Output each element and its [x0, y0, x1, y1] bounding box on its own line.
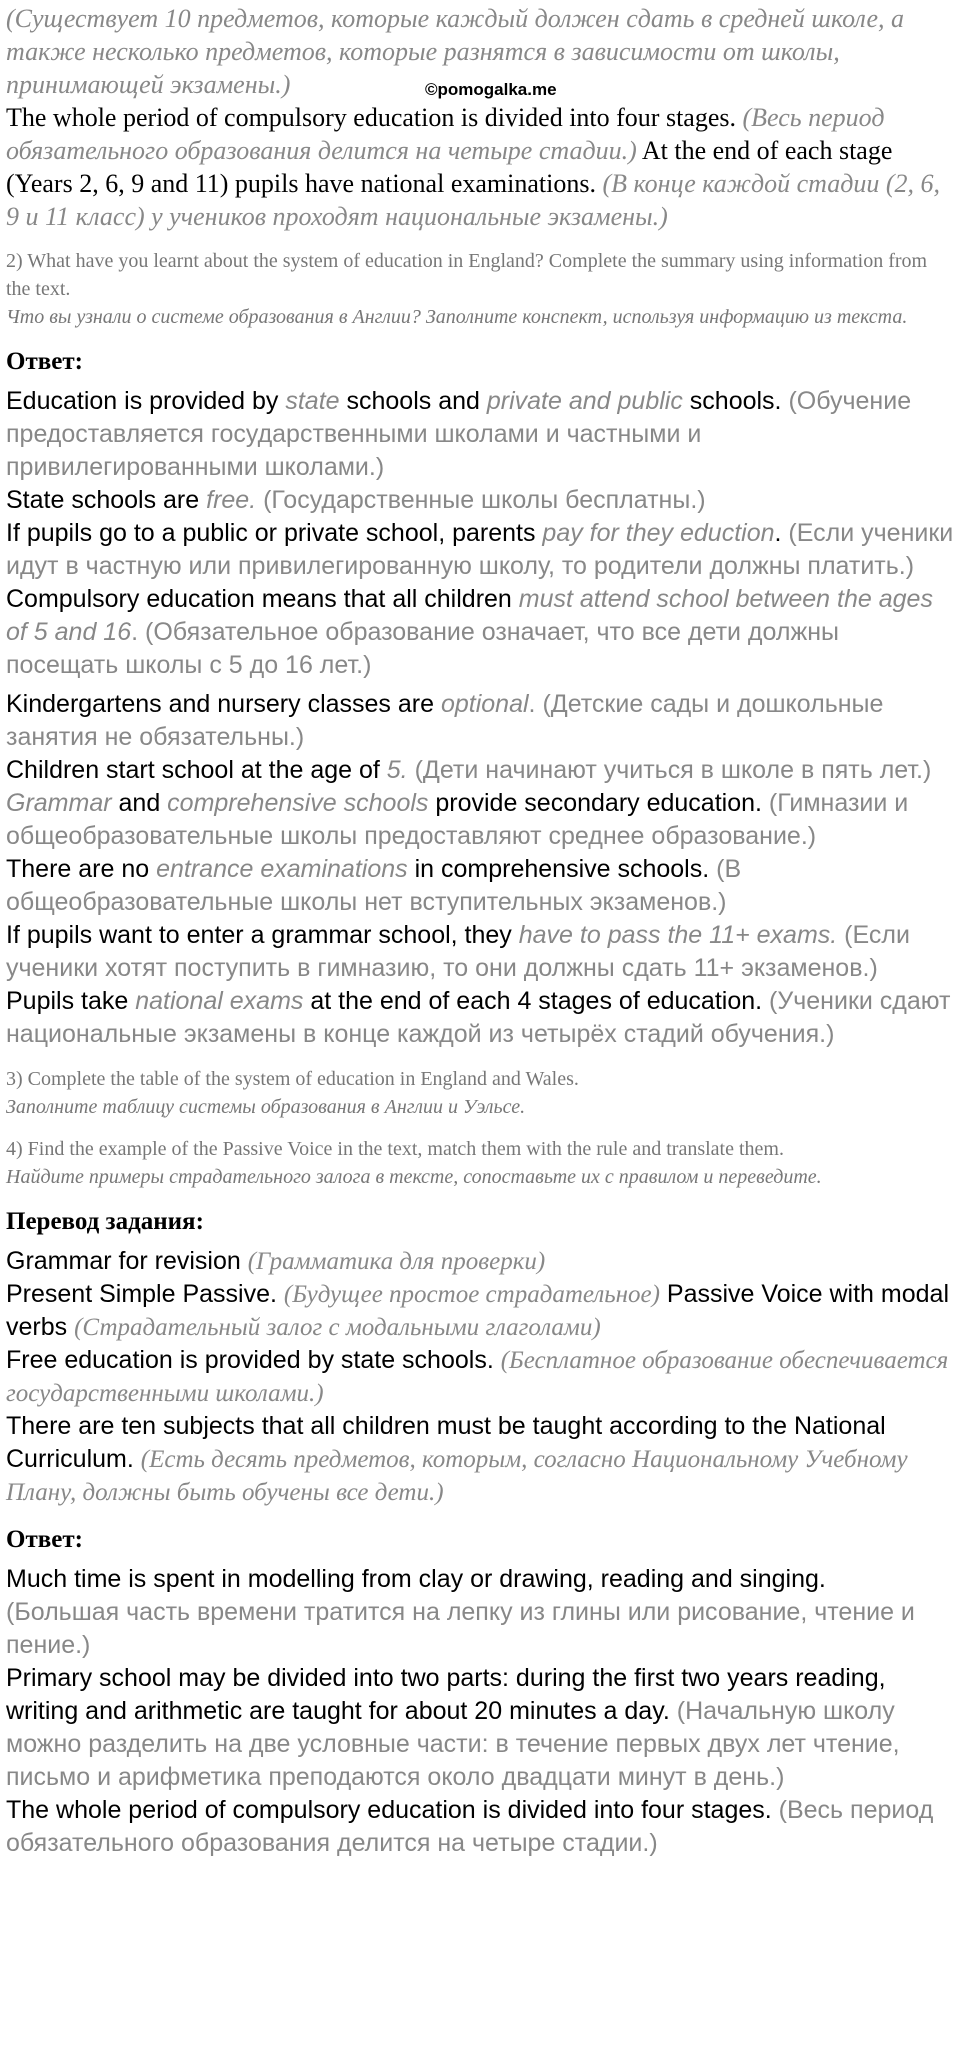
task4-english: 4) Find the example of the Passive Voice in the text, match them with the rule and translate them. [6, 1138, 784, 1160]
grammar-line: Grammar for revision (Грамматика для проверки) [6, 1247, 546, 1275]
summary-item: If pupils go to a public or private school, parents pay for they eduction. (Если ученики идут в частную или привилегированную школу, то родители должны платить.) [6, 519, 954, 580]
summary-item: Pupils take national exams at the end of each 4 stages of education. (Ученики сдают национальные экзамены в конце каждой из четырёх стадий обучения.) [6, 987, 951, 1048]
task3-russian: Заполните таблицу системы образования в Англии и Уэльсе. [6, 1096, 526, 1118]
stages-ru-2: (В конце каждой стадии (2, 6, 9 и 11 класс) у учеников проходят национальные экзамены.) [6, 169, 941, 231]
translation-heading: Перевод задания: [6, 1208, 204, 1235]
grammar-line: Present Simple Passive. (Будущее простое страдательное) Passive Voice with modal verbs (Страдательный залог с модальными глаголами) [6, 1280, 949, 1341]
answer-heading: Ответ: [6, 348, 83, 375]
stages-en-1: The whole period of compulsory education is divided into four stages. [6, 103, 737, 132]
summary-item: State schools are free. (Государственные школы бесплатны.) [6, 486, 706, 514]
watermark: ©pomogalka.me [425, 80, 557, 99]
summary-item: There are no entrance examinations in comprehensive schools. (В общеобразовательные школы нет вступительных экзаменов.) [6, 855, 742, 916]
task2-english: 2) What have you learnt about the system of education in England? Complete the summary using information from the text. [6, 250, 928, 300]
stages-en-2: At the end of each stage (Years 2, 6, 9 and 11) pupils have national examinations. [6, 136, 893, 198]
task3-english: 3) Complete the table of the system of education in England and Wales. [6, 1068, 579, 1090]
summary-item: Education is provided by state schools and private and public schools. (Обучение предоставляется государственными школами и частными и привилегированными школами.) [6, 387, 912, 481]
stages-ru-1: (Весь период обязательного образования делится на четыре стадии.) [6, 103, 885, 165]
intro-translation: (Существует 10 предметов, которые каждый должен сдать в средней школе, а также несколько предметов, которые разнятся в зависимости от школы, принимающей экзамены.) [6, 4, 904, 99]
summary-item: Children start school at the age of 5. (Дети начинают учиться в школе в пять лет.) [6, 756, 932, 784]
final-line: Primary school may be divided into two parts: during the first two years reading, writing and arithmetic are taught for about 20 minutes a day. (Начальную школу можно разделить на две условные части: в течение первых двух лет чтение, письмо и арифметика преподаются около двадцати минут в день.) [6, 1664, 900, 1791]
task2-russian: Что вы узнали о системе образования в Англии? Заполните конспект, используя информацию из текста. [6, 306, 908, 328]
summary-item: If pupils want to enter a grammar school, they have to pass the 11+ exams. (Если ученики хотят поступить в гимназию, то они должны сдать 11+ экзаменов.) [6, 921, 910, 982]
final-line: Much time is spent in modelling from clay or drawing, reading and singing. (Большая часть времени тратится на лепку из глины или рисование, чтение и пение.) [6, 1565, 915, 1659]
answer-heading: Ответ: [6, 1526, 83, 1553]
grammar-line: Free education is provided by state schools. (Бесплатное образование обеспечивается государственными школами.) [6, 1346, 949, 1407]
task4-russian: Найдите примеры страдательного залога в тексте, сопоставьте их с правилом и переведите. [6, 1166, 822, 1188]
grammar-line: There are ten subjects that all children must be taught according to the National Curriculum. (Есть десять предметов, которым, согласно Национальному Учебному Плану, должны быть обучены все дети.) [6, 1412, 908, 1506]
stages-paragraph [6, 101, 954, 233]
summary-item: Kindergartens and nursery classes are optional. (Детские сады и дошкольные занятия не обязательны.) [6, 690, 884, 751]
summary-item: Compulsory education means that all children must attend school between the ages of 5 and 16. (Обязательное образование означает, что все дети должны посещать школы с 5 до 16 лет.) [6, 585, 933, 679]
final-line: The whole period of compulsory education is divided into four stages. (Весь период обязательного образования делится на четыре стадии.) [6, 1796, 934, 1857]
summary-item: Grammar and comprehensive schools provide secondary education. (Гимназии и общеобразовательные школы предоставляют среднее образование.) [6, 789, 909, 850]
